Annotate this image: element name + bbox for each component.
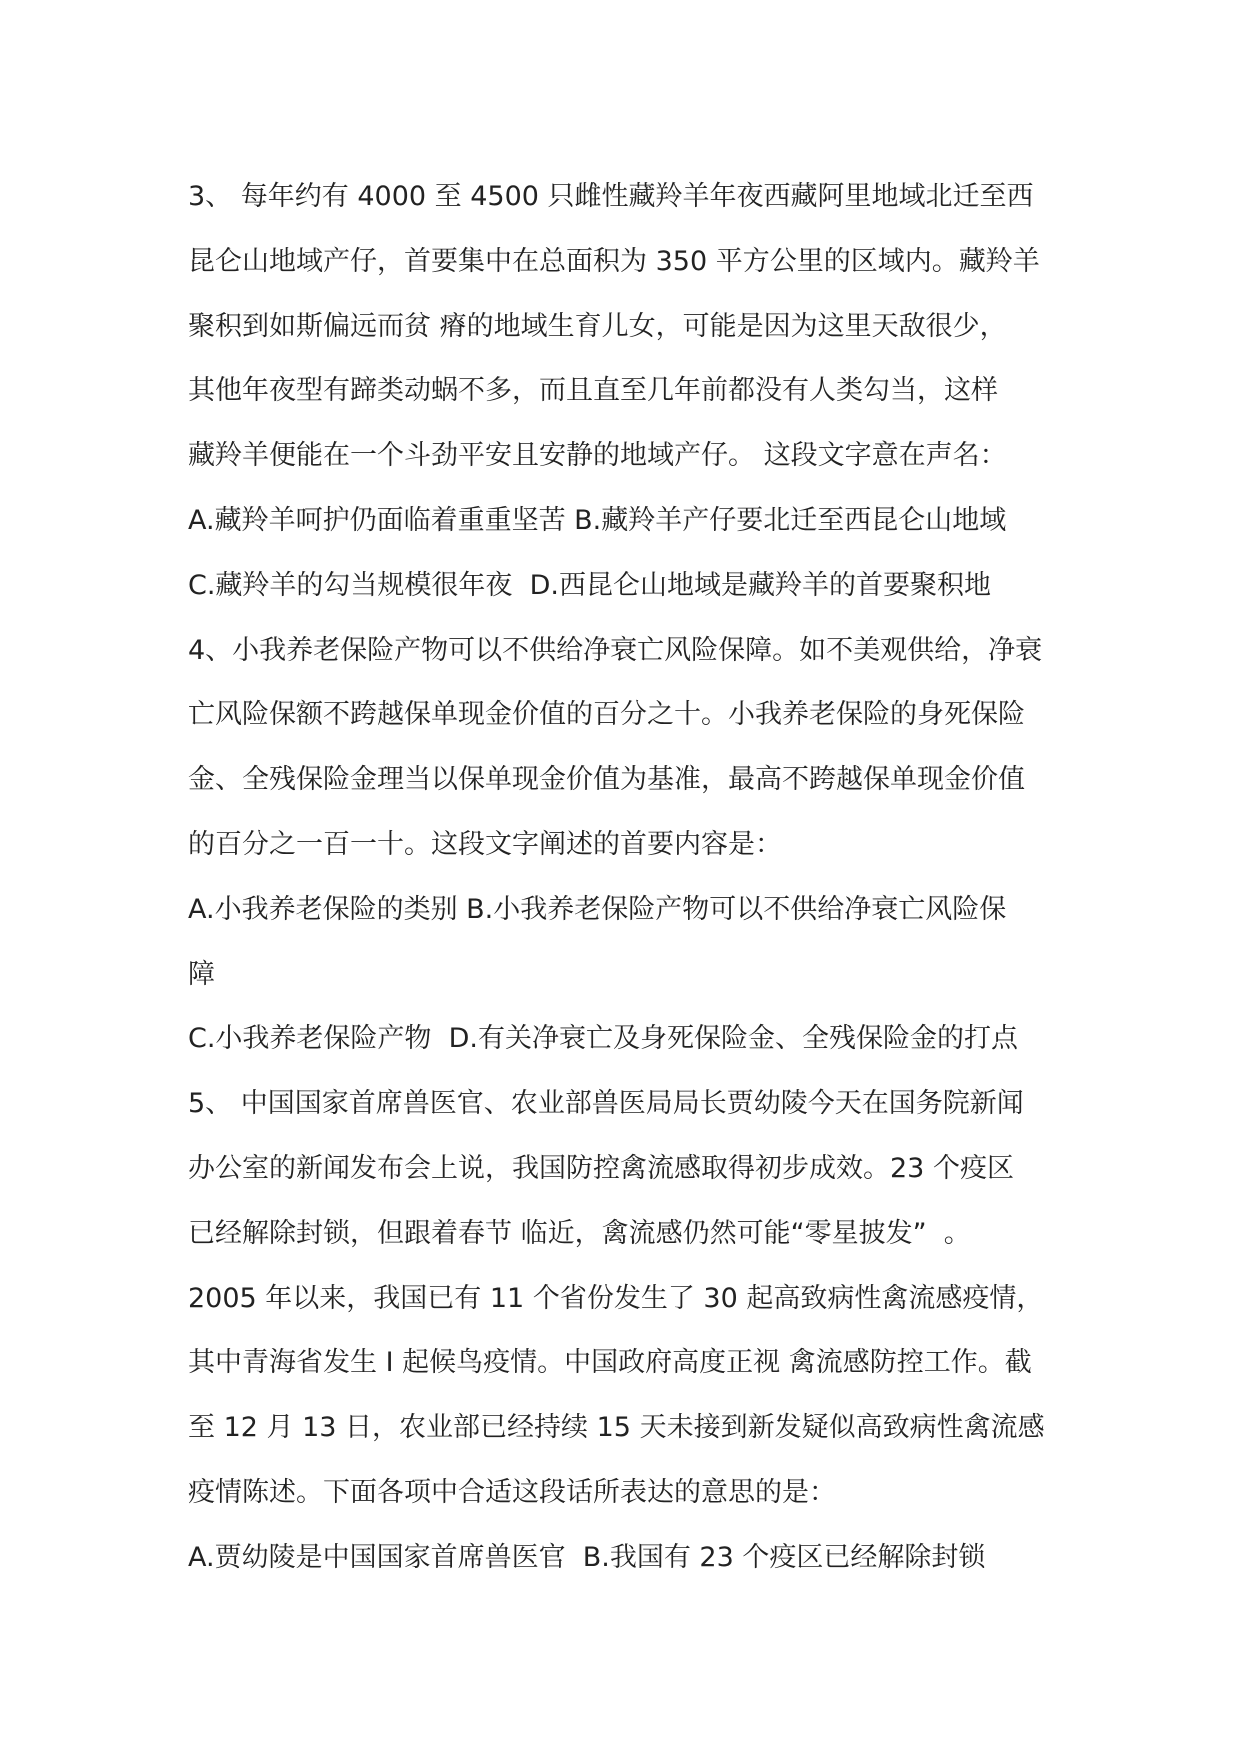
text-line: 聚积到如斯偏远而贫 瘠的地域生育儿女，可能是因为这里天敌很少， xyxy=(188,310,1007,342)
text-line: 昆仑山地域产仔，首要集中在总面积为 350 平方公里的区域内。藏羚羊 xyxy=(188,245,1040,277)
answer-options-line: C.藏羚羊的勾当规模很年夜 D.西昆仑山地域是藏羚羊的首要聚积地 xyxy=(188,569,991,601)
text-line: 其他年夜型有蹄类动蜗不多，而且直至几年前都没有人类勾当，这样 xyxy=(188,375,998,407)
answer-options-line: A.藏羚羊呵护仍面临着重重坚苦 B.藏羚羊产仔要北迁至西昆仑山地域 xyxy=(188,504,1007,536)
text-line: 其中青海省发生 I 起候鸟疫情。中国政府高度正视 禽流感防控工作。截 xyxy=(188,1347,1032,1379)
answer-options-line: C.小我养老保险产物 D.有关净衰亡及身死保险金、全残保险金的打点 xyxy=(188,1023,1018,1055)
answer-options-line: A.小我养老保险的类别 B.小我养老保险产物可以不供给净衰亡风险保 xyxy=(188,893,1007,925)
text-line: 4、小我养老保险产物可以不供给净衰亡风险保障。如不美观供给，净衰 xyxy=(188,634,1043,666)
text-line: 疫情陈述。下面各项中合适这段话所表达的意思的是： xyxy=(188,1476,836,1508)
text-line: 办公室的新闻发布会上说，我国防控禽流感取得初步成效。23 个疫区 xyxy=(188,1152,1014,1184)
text-line: 2005 年以来，我国已有 11 个省份发生了 30 起高致病性禽流感疫情， xyxy=(188,1282,1044,1314)
text-line: 5、 中国国家首席兽医官、农业部兽医局局长贾幼陵今天在国务院新闻 xyxy=(188,1088,1024,1120)
answer-options-line: 障 xyxy=(188,958,215,990)
text-line: 的百分之一百一十。这段文字阐述的首要内容是： xyxy=(188,828,782,860)
text-line: 3、 每年约有 4000 至 4500 只雌性藏羚羊年夜西藏阿里地域北迁至西 xyxy=(188,181,1034,212)
text-line: 至 12 月 13 日，农业部已经持续 15 天未接到新发疑似高致病性禽流感 xyxy=(188,1412,1045,1444)
text-line: 亡风险保额不跨越保单现金价值的百分之十。小我养老保险的身死保险 xyxy=(188,699,1025,731)
text-line: 藏羚羊便能在一个斗劲平安且安静的地域产仔。 这段文字意在声名： xyxy=(188,440,1007,472)
text-line: 金、全残保险金理当以保单现金价值为基准，最高不跨越保单现金价值 xyxy=(188,764,1025,796)
text-line: 已经解除封锁，但跟着春节 临近，禽流感仍然可能“零星披发” 。 xyxy=(188,1217,971,1249)
text-body xyxy=(188,165,1068,1591)
answer-options-line: A.贾幼陵是中国国家首席兽医官 B.我国有 23 个疫区已经解除封锁 xyxy=(188,1541,986,1573)
